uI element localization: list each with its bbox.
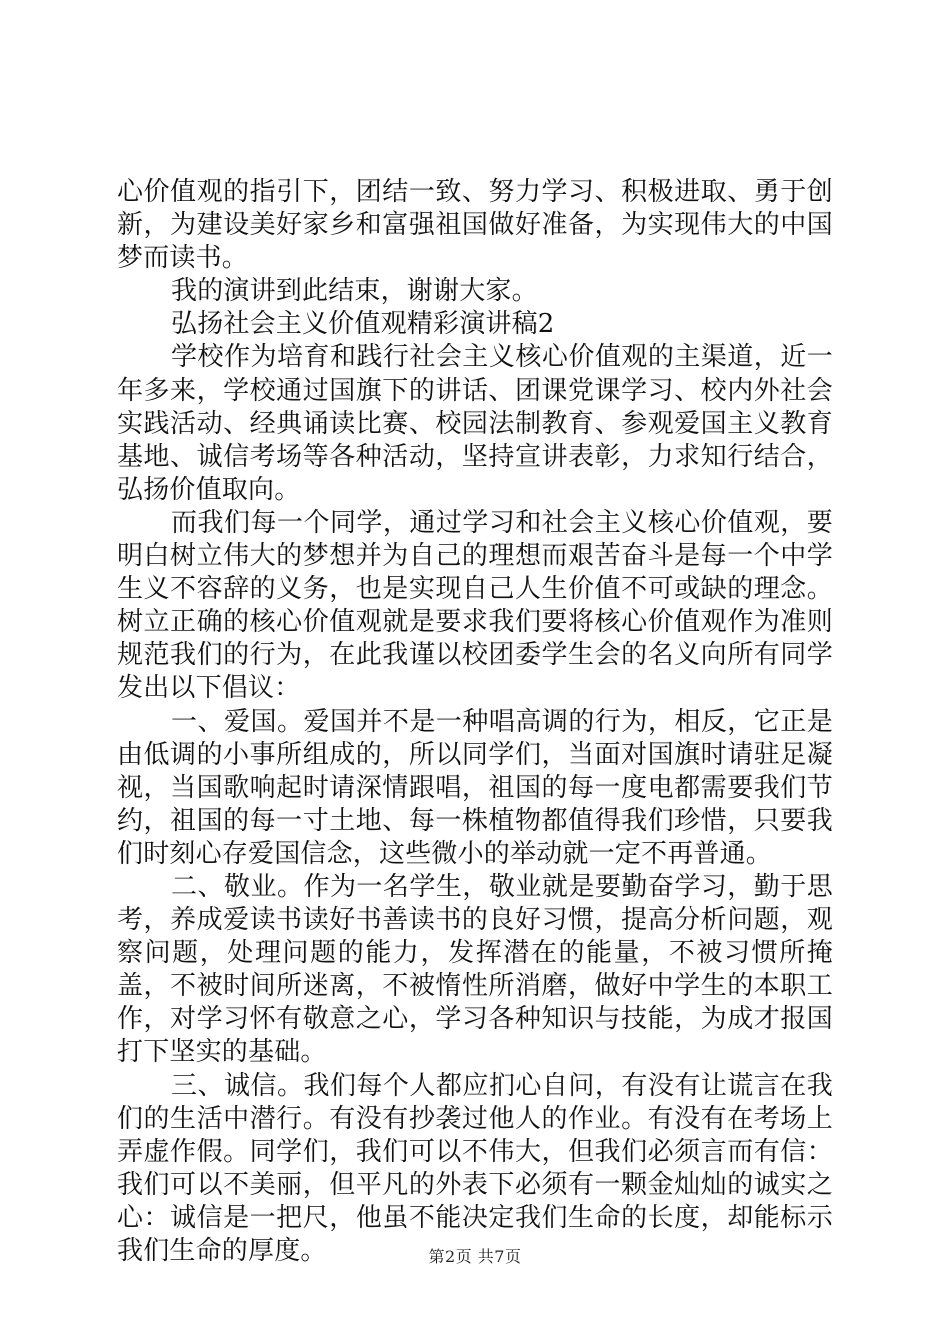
paragraph-2: 我的演讲到此结束，谢谢大家。 (171, 276, 538, 307)
paragraph-4: 学校作为培育和践行社会主义核心价值观的主渠道，近一年多来，学校通过国旗下的讲话、团课党课学习、校内外社会实践活动、经典诵读比赛、校园法制教育、参观爱国主义教育基地、诚信考场等各种活动，坚持宣讲表彰，力求知行结合，弘扬价值取向。 (117, 342, 833, 505)
paragraph-5: 而我们每一个同学，通过学习和社会主义核心价值观，要明白树立伟大的梦想并为自己的理想而艰苦奋斗是每一个中学生义不容辞的义务，也是实现自己人生价值不可或缺的理念。树立正确的核心价值观就是要求我们要将核心价值观作为准则规范我们的行为，在此我谨以校团委学生会的名义向所有同学发出以下倡议： (117, 507, 833, 704)
section-heading: 弘扬社会主义价值观精彩演讲稿2 (171, 309, 555, 340)
paragraph-1: 心价值观的指引下，团结一致、努力学习、积极进取、勇于创新，为建设美好家乡和富强祖国做好准备，为实现伟大的中国梦而读书。 (117, 177, 833, 274)
paragraph-6: 一、爱国。爱国并不是一种唱高调的行为，相反，它正是由低调的小事所组成的，所以同学们，当面对国旗时请驻足凝视，当国歌响起时请深情跟唱，祖国的每一度电都需要我们节约，祖国的每一寸土地、每一株植物都值得我们珍惜，只要我们时刻心存爱国信念，这些微小的举动就一定不再普通。 (117, 706, 833, 869)
paragraph-8: 三、诚信。我们每个人都应扪心自问，有没有让谎言在我们的生活中潜行。有没有抄袭过他人的作业。有没有在考场上弄虚作假。同学们，我们可以不伟大，但我们必须言而有信：我们可以不美丽，但平凡的外表下必须有一颗金灿灿的诚实之心：诚信是一把尺，他虽不能决定我们生命的长度，却能标示我们生命的厚度。 (117, 1070, 833, 1266)
document-body (117, 176, 833, 1268)
paragraph-7: 二、敬业。作为一名学生，敬业就是要勤奋学习，勤于思考，养成爱读书读好书善读书的良好习惯，提高分析问题，观察问题，处理问题的能力，发挥潜在的能量，不被习惯所掩盖，不被时间所迷离，不被惰性所消磨，做好中学生的本职工作，对学习怀有敬意之心，学习各种知识与技能，为成才报国打下坚实的基础。 (117, 871, 833, 1068)
page-number-footer: 第2页 共7页 (428, 1247, 522, 1266)
